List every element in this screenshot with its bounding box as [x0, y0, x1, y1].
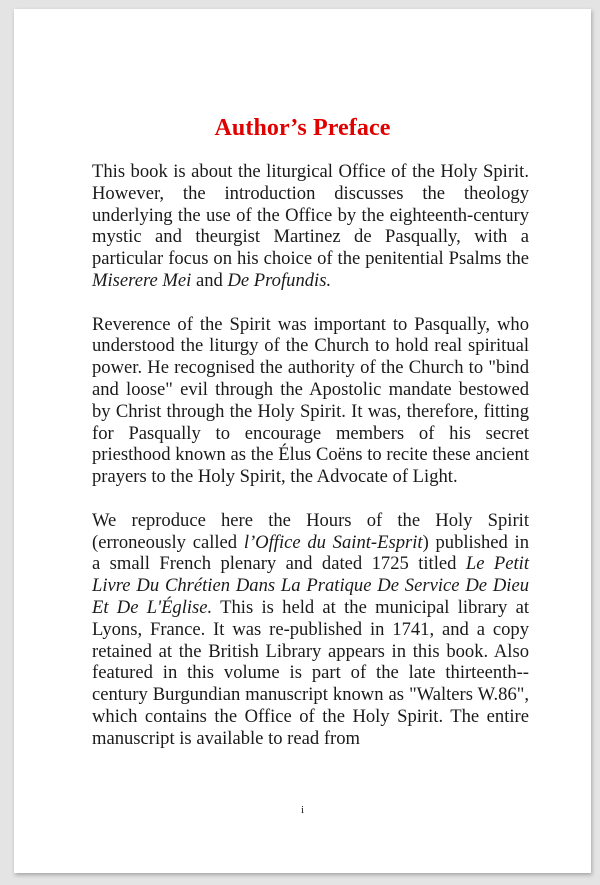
italic-title-de-profundis: De Profundis. — [227, 269, 332, 291]
text-segment: and — [191, 269, 228, 291]
page-number: i — [300, 804, 305, 816]
body-text — [92, 161, 529, 771]
italic-title-le-petit-livre: Le Petit Livre Du Chrétien Dans La Pratique De Service De Dieu Et De L'Église. — [92, 553, 529, 618]
text-segment: This book is about the liturgical Office of the Holy Spirit. However, the introduction discusses the theology underlying the use of the Office by the eighteenth-century mystic and theurgist Martinez de Pasqually, with a particular focus on his choice of the penitential Psalms the — [92, 161, 529, 270]
text-segment: Reverence of the Spirit was important to Pasqually, who understood the liturgy of the Church to hold real spiritual power. He recognised the authority of the Church to "bind and loose" evil through the Apostolic mandate bestowed by Christ through the Holy Spirit. It was, therefore, fitting for Pasqually to encourage members of his secret priesthood known as the Élus Coëns to recite these ancient prayers to the Holy Spirit, the Advocate of Light. — [92, 313, 529, 488]
text-segment: This is held at the municipal library at Lyons, France. It was re-published in 1741, and a copy retained at the British Library appears in this book. Also featured in this volume is part of the late thirteenth--century Burgundian manuscript known as "Walters W.86", which contains the Office of the Holy Spirit. The entire manuscript is available to read from — [92, 596, 529, 749]
text-segment: We reproduce here the Hours of the Holy Spirit (erroneously called — [92, 509, 529, 553]
text-segment: ) published in a small French plenary and dated 1725 titled — [92, 531, 529, 575]
document-page — [14, 9, 591, 873]
paragraph-1 — [92, 161, 529, 292]
paragraph-2 — [92, 314, 529, 488]
italic-title-miserere-mei: Miserere Mei — [92, 269, 192, 291]
page-title: Author’s Preface — [214, 115, 391, 141]
italic-title-office-du-saint-esprit: l’Office du Saint-Esprit — [243, 531, 423, 553]
paragraph-3 — [92, 510, 529, 750]
